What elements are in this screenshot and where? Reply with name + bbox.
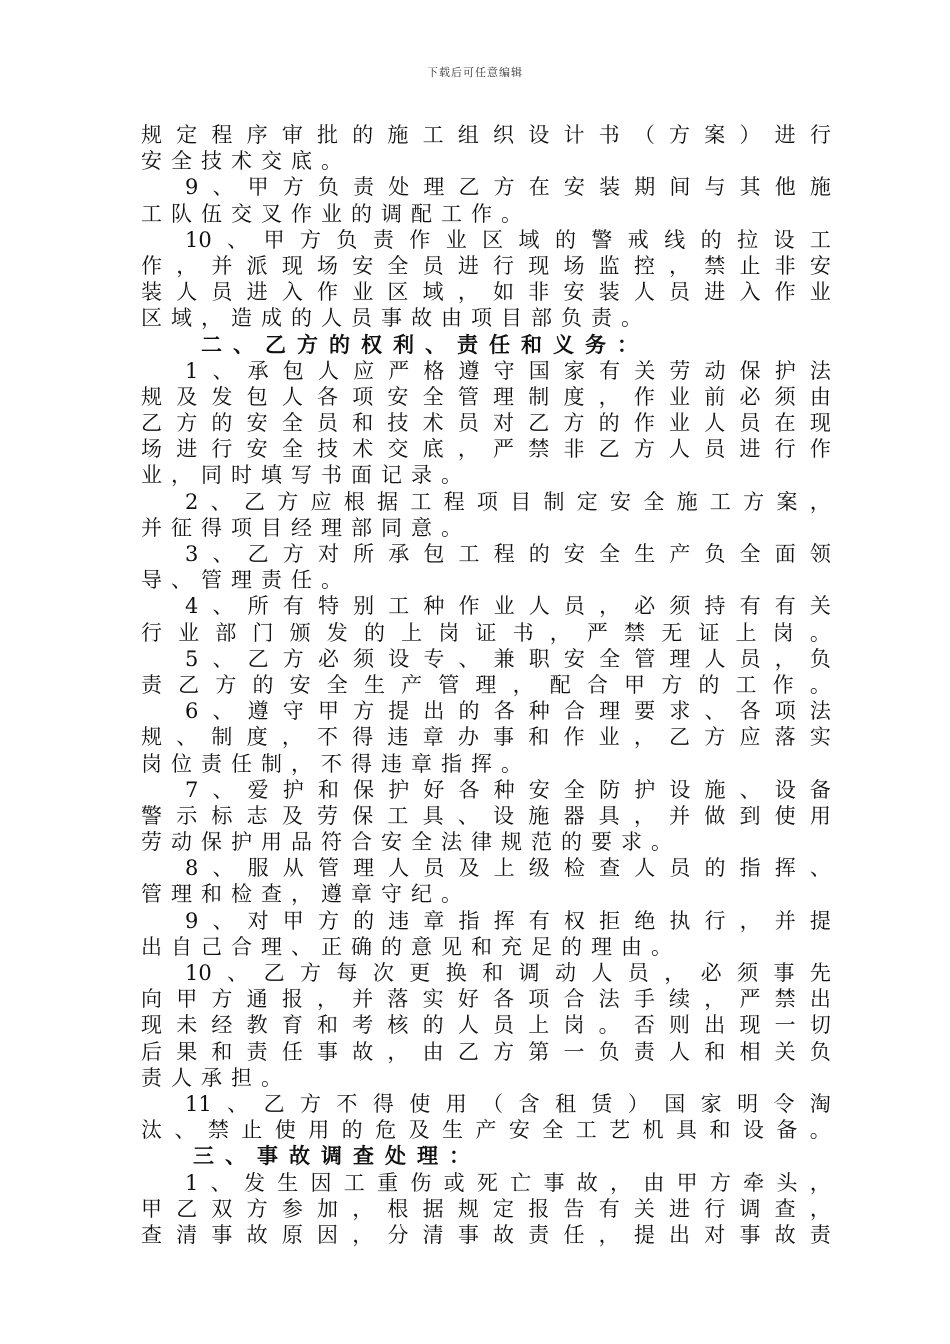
text-line: 劳动保护用品符合安全法律规范的要求。 xyxy=(141,830,681,855)
text-line: 装 人 员 进 入 作 业 区 域 ， 如 非 安 装 人 员 进 入 作 业 xyxy=(141,280,831,305)
text-line: 查 清 事 故 原 因 ， 分 清 事 故 责 任 ， 提 出 对 事 故 责 xyxy=(141,1222,831,1247)
text-line: 警 示 标 志 及 劳 保 工 具 、 设 施 器 具 ， 并 做 到 使 用 xyxy=(141,803,831,828)
text-line: 甲 乙 双 方 参 加 ， 根 据 规 定 报 告 有 关 进 行 调 查 ， xyxy=(141,1196,831,1221)
text-line: 并征得项目经理部同意。 xyxy=(141,515,471,540)
text-line: 9 、 甲 方 负 责 处 理 乙 方 在 安 装 期 间 与 其 他 施 xyxy=(185,175,831,200)
text-line: 后 果 和 责 任 事 故 ， 由 乙 方 第 一 负 责 人 和 相 关 负 xyxy=(141,1039,831,1064)
text-line: 乙 方 的 安 全 员 和 技 术 员 对 乙 方 的 作 业 人 员 在 现 xyxy=(141,411,831,436)
text-line: 向 甲 方 通 报 ， 并 落 实 好 各 项 合 法 手 续 ， 严 禁 出 xyxy=(141,987,831,1012)
text-line: 1 、 承 包 人 应 严 格 遵 守 国 家 有 关 劳 动 保 护 法 xyxy=(185,358,831,383)
text-line: 规 、 制 度 ， 不 得 违 章 办 事 和 作 业 ， 乙 方 应 落 实 xyxy=(141,725,831,750)
text-line: 7 、 爱 护 和 保 护 好 各 种 安 全 防 护 设 施 、 设 备 xyxy=(185,777,831,802)
text-line: 9 、 对 甲 方 的 违 章 指 挥 有 权 拒 绝 执 行 ， 并 提 xyxy=(185,908,831,933)
section-heading: 三、事故调查处理： xyxy=(193,1143,481,1169)
text-line: 场 进 行 安 全 技 术 交 底 ， 严 禁 非 乙 方 人 员 进 行 作 xyxy=(141,437,831,462)
text-line: 工队伍交叉作业的调配工作。 xyxy=(141,201,531,226)
text-line: 6 、 遵 守 甲 方 提 出 的 各 种 合 理 要 求 、 各 项 法 xyxy=(185,699,831,724)
text-line: 1 、 发 生 因 工 重 伤 或 死 亡 事 故 ， 由 甲 方 牵 头 ， xyxy=(185,1170,831,1195)
text-line: 出自己合理、正确的意见和充足的理由。 xyxy=(141,934,681,959)
section-heading: 二、乙方的权利、责任和义务： xyxy=(201,331,649,357)
text-line: 汰 、 禁 止 使 用 的 危 及 生 产 安 全 工 艺 机 具 和 设 备 。 xyxy=(141,1118,831,1143)
text-line: 导、管理责任。 xyxy=(141,568,351,593)
text-line: 3 、 乙 方 对 所 承 包 工 程 的 安 全 生 产 负 全 面 领 xyxy=(185,542,831,566)
text-line: 5 、 乙 方 必 须 设 专 、 兼 职 安 全 管 理 人 员 ， 负 xyxy=(185,646,831,671)
text-line: 管理和检查，遵章守纪。 xyxy=(141,882,471,907)
text-line: 责 乙 方 的 安 全 生 产 管 理 ， 配 合 甲 方 的 工 作 。 xyxy=(141,672,831,697)
text-line: 作 ， 并 派 现 场 安 全 员 进 行 现 场 监 控 ， 禁 止 非 安 xyxy=(141,253,831,278)
text-line: 10 、 乙 方 每 次 更 换 和 调 动 人 员 ， 必 须 事 先 xyxy=(185,961,831,985)
text-line: 业，同时填写书面记录。 xyxy=(141,463,471,488)
text-line: 11 、 乙 方 不 得 使 用 （ 含 租 赁 ） 国 家 明 令 淘 xyxy=(185,1091,831,1116)
text-line: 规 及 发 包 人 各 项 安 全 管 理 制 度 ， 作 业 前 必 须 由 xyxy=(141,384,831,409)
text-line: 现 未 经 教 育 和 考 核 的 人 员 上 岗 。 否 则 出 现 一 切 xyxy=(141,1013,831,1038)
text-line: 区域，造成的人员事故由项目部负责。 xyxy=(141,306,651,331)
text-line: 规 定 程 序 审 批 的 施 工 组 织 设 计 书 （ 方 案 ） 进 行 xyxy=(141,123,831,147)
text-line: 10 、 甲 方 负 责 作 业 区 域 的 警 戒 线 的 拉 设 工 xyxy=(185,227,831,252)
text-line: 2 、 乙 方 应 根 据 工 程 项 目 制 定 安 全 施 工 方 案 ， xyxy=(185,489,831,514)
document-body xyxy=(141,122,831,1248)
text-line: 安全技术交底。 xyxy=(141,149,351,174)
text-line: 4 、 所 有 特 别 工 种 作 业 人 员 ， 必 须 持 有 有 关 xyxy=(185,594,831,619)
text-line: 责人承担。 xyxy=(141,1065,291,1090)
text-line: 行 业 部 门 颁 发 的 上 岗 证 书 ， 严 禁 无 证 上 岗 。 xyxy=(141,620,831,645)
text-line: 8 、 服 从 管 理 人 员 及 上 级 检 查 人 员 的 指 挥 、 xyxy=(185,856,831,881)
page-header: 下载后可任意编辑 xyxy=(427,66,523,79)
text-line: 岗位责任制，不得违章指挥。 xyxy=(141,751,531,776)
